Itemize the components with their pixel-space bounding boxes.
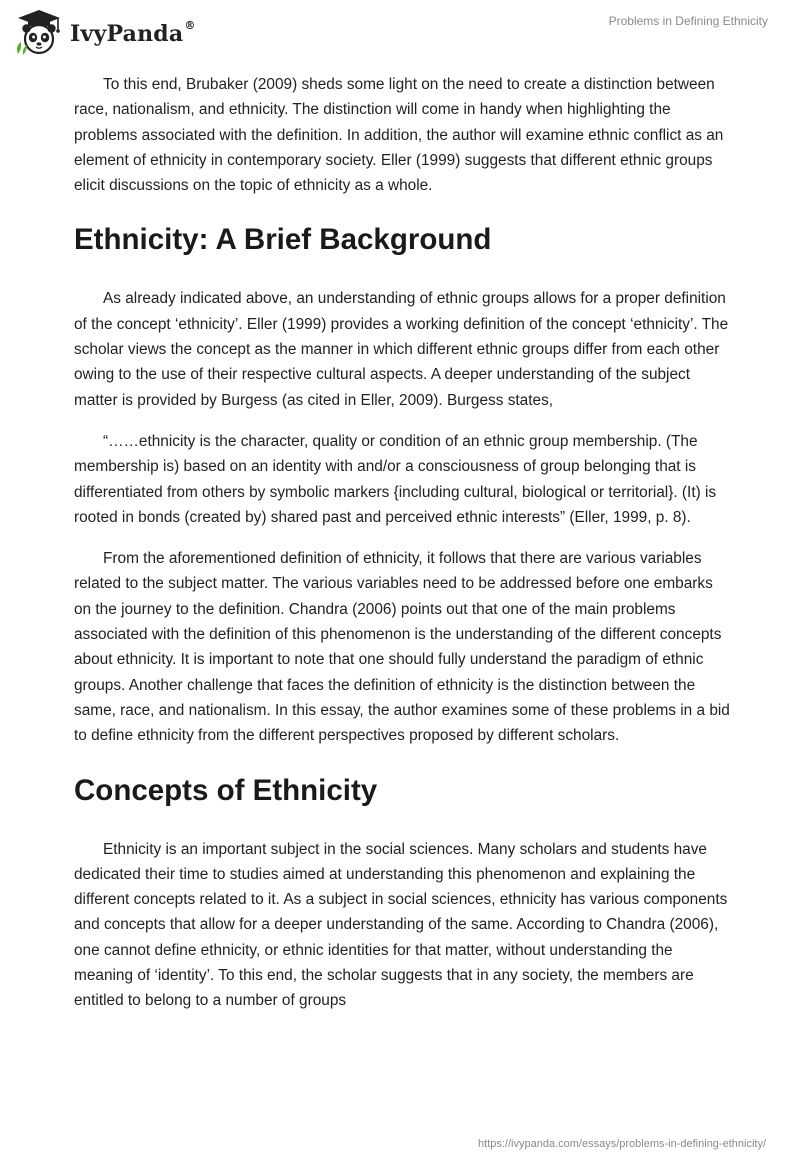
quote-paragraph: “……ethnicity is the character, quality or condition of an ethnic group membership. (The membership is) based on an identity with and/or a consciousness of group belonging that is differentiated from others by symbolic markers {including cultural, biological or territorial}. (It) is rooted in bonds (created by) shared past and perceived ethnic interests” (Eller, 1999, p. 8).	[74, 432, 717, 526]
section-heading-concepts: Concepts of Ethnicity	[74, 773, 378, 807]
paragraph: Ethnicity is an important subject in the social sciences. Many scholars and students have dedicated their time to studies aimed at understanding this phenomenon and explaining the different concepts related to it. As a subject in social sciences, ethnicity has various components and concepts that allow for a deeper understanding of the same. According to Chandra (2006), one cannot define ethnicity, or ethnic identities for that matter, without understanding the meaning of ‘identity’. To this end, the scholar suggests that in any society, the members are entitled to belong to a number of groups	[74, 840, 728, 1010]
paragraph: As already indicated above, an understanding of ethnic groups allows for a proper definition of the concept ‘ethnicity’. Eller (1999) provides a working definition of the concept ‘ethnicity’. The scholar views the concept as the manner in which different ethnic groups differ from each other owing to the use of their respective cultural aspects. A deeper understanding of the subject matter is provided by Burgess (as cited in Eller, 2009). Burgess states,	[74, 290, 729, 409]
intro-paragraph: To this end, Brubaker (2009) sheds some light on the need to create a distinction between race, nationalism, and ethnicity. The distinction will come in handy when highlighting the problems associated with the definition. In addition, the author will examine ethnic conflict as an element of ethnicity in contemporary society. Eller (1999) suggests that different ethnic groups elicit discussions on the topic of ethnicity as a whole.	[74, 76, 724, 195]
paragraph: From the aforementioned definition of ethnicity, it follows that there are various variables related to the subject matter. The various variables need to be addressed before one embarks on the journey to the definition. Chandra (2006) points out that one of the main problems associated with the definition of this phenomenon is the understanding of the different concepts about ethnicity. It is important to note that one should fully understand the paradigm of ethnic groups. Another challenge that faces the definition of ethnicity is the distinction between the same, race, and nationalism. In this essay, the author examines some of these problems in a bid to define ethnicity from the different perspectives proposed by different scholars.	[74, 550, 730, 745]
brand-name: IvyPanda®	[70, 18, 196, 47]
section-heading-background: Ethnicity: A Brief Background	[74, 223, 492, 257]
document-title: Problems in Defining Ethnicity	[608, 14, 768, 28]
registered-mark: ®	[184, 18, 196, 32]
ivypanda-logo[interactable]	[14, 8, 196, 56]
page-header	[0, 0, 800, 62]
essay-content	[74, 72, 734, 1030]
panda-logo-icon	[14, 8, 64, 56]
footer-url: https://ivypanda.com/essays/problems-in-defining-ethnicity/	[478, 1138, 766, 1150]
